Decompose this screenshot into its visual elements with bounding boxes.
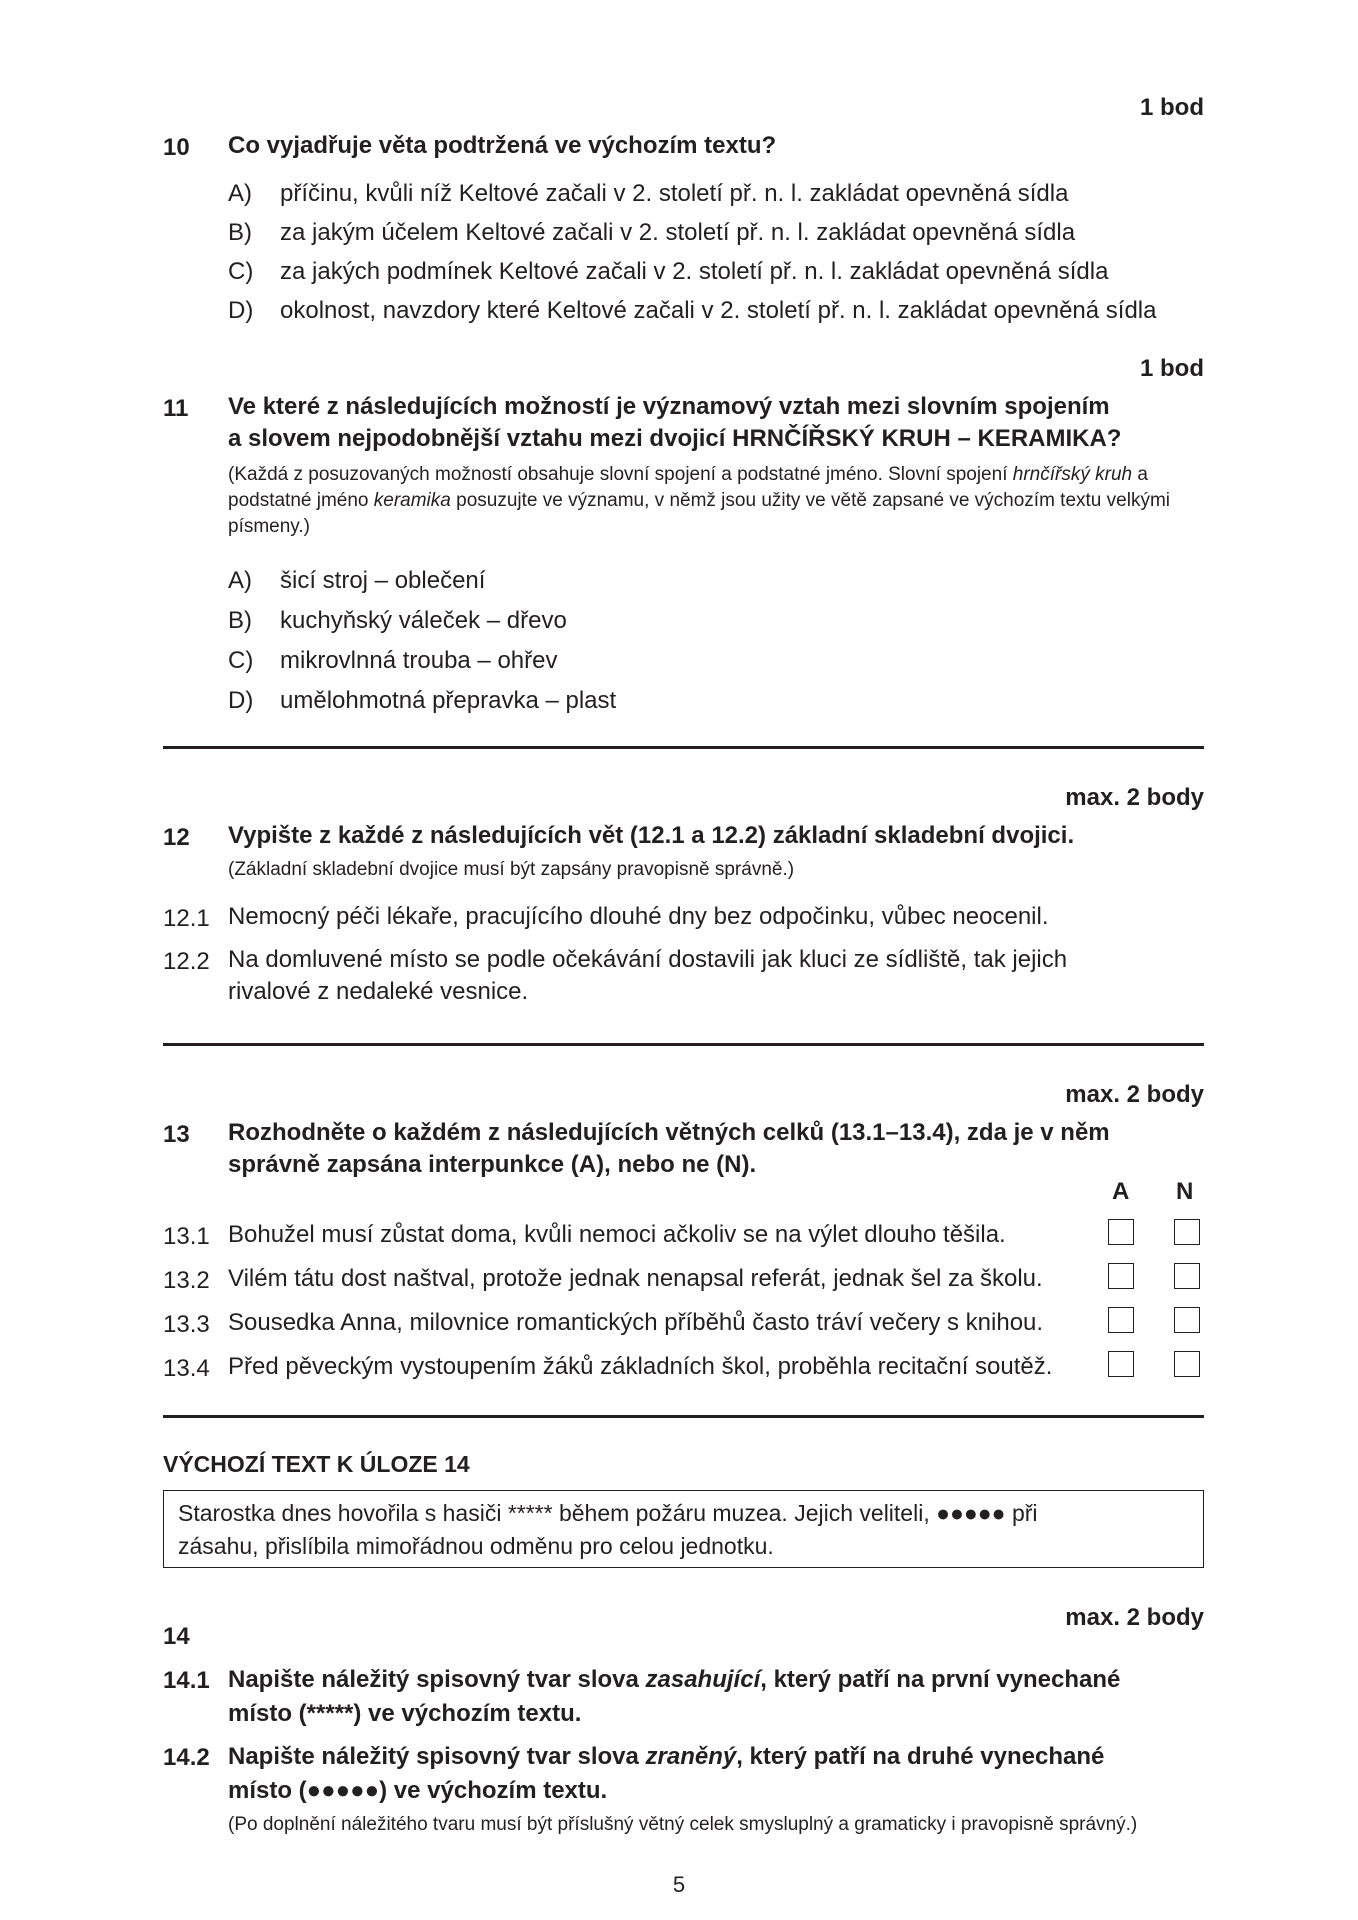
q13-question-line1: Rozhodněte o každém z následujících větných celků (13.1–13.4), zda je v něm (228, 1119, 1110, 1146)
q12-item-text: Na domluvené místo se podle očekávání dostavili jak kluci ze sídliště, tak jejich rivalové z nedaleké vesnice. (228, 946, 1068, 1005)
q10-option-a-letter: A) (228, 180, 252, 207)
q11-question-line2: a slovem nejpodobnější vztahu mezi dvojicí HRNČÍŘSKÝ KRUH – KERAMIKA? (228, 425, 1122, 452)
q13-item-text: Sousedka Anna, milovnice romantických příběhů často tráví večery s knihou. (228, 1309, 1044, 1336)
q13-number: 13 (163, 1121, 190, 1148)
q12-note: (Základní skladební dvojice musí být zapsány pravopisně správně.) (228, 859, 795, 880)
q10-option-a-text: příčinu, kvůli níž Keltové začali v 2. století př. n. l. zakládat opevněná sídla (280, 180, 1069, 207)
q11-option-a-text: šicí stroj – oblečení (280, 567, 486, 594)
q11-option-d-letter: D) (228, 687, 254, 714)
q13-item-number: 13.3 (163, 1311, 210, 1338)
q10-option-d-letter: D) (228, 297, 254, 324)
page-number: 5 (672, 1872, 686, 1897)
q13-item-number: 13.1 (163, 1223, 210, 1250)
column-header-n: N (1176, 1178, 1194, 1205)
q14-sub1-number: 14.1 (163, 1667, 210, 1694)
source-text-line1: Starostka dnes hovořila s hasiči ***** během požáru muzea. Jejich veliteli, ●●●●● při (178, 1500, 1038, 1526)
checkbox-n[interactable] (1174, 1307, 1200, 1333)
q13-item-number: 13.2 (163, 1267, 210, 1294)
q10-question: Co vyjadřuje věta podtržená ve výchozím textu? (228, 132, 777, 159)
q11-option-b-letter: B) (228, 607, 252, 634)
section-divider (163, 1043, 1204, 1046)
q10-option-d-text: okolnost, navzdory které Keltové začali v 2. století př. n. l. zakládat opevněná sídla (280, 297, 1157, 324)
q14-note: (Po doplnění náležitého tvaru musí být příslušný větný celek smysluplný a gramaticky i pravopisně správný.) (228, 1814, 1138, 1835)
q13-item-text: Vilém tátu dost naštval, protože jednak nenapsal referát, jednak šel za školu. (228, 1265, 1043, 1292)
q11-option-a-letter: A) (228, 567, 252, 594)
q14-sub2-text: Napište náležitý spisovný tvar slova zraněný, který patří na druhé vynechané místo (●●●●●) ve výchozím textu. (228, 1743, 1105, 1804)
source-text-heading: VÝCHOZÍ TEXT K ÚLOZE 14 (163, 1451, 470, 1477)
column-header-a: A (1112, 1178, 1130, 1205)
q13-item-number: 13.4 (163, 1355, 210, 1382)
q10-option-c-text: za jakých podmínek Keltové začali v 2. století př. n. l. zakládat opevněná sídla (280, 258, 1109, 285)
q10-number: 10 (163, 134, 190, 161)
q12-points: max. 2 body (1065, 784, 1204, 811)
q12-item-text: Nemocný péči lékaře, pracujícího dlouhé dny bez odpočinku, vůbec neocenil. (228, 903, 1049, 930)
q14-number: 14 (163, 1623, 190, 1650)
checkbox-n[interactable] (1174, 1263, 1200, 1289)
q11-number: 11 (163, 395, 189, 422)
q11-note: (Každá z posuzovaných možností obsahuje slovní spojení a podstatné jméno. Slovní spojení hrnčířský kruh a podstatné jméno keramika posuzujte ve významu, v němž jsou užity ve větě zapsané ve výchozím textu velkými písmeny.) (228, 464, 1170, 537)
checkbox-a[interactable] (1108, 1219, 1134, 1245)
section-divider (163, 746, 1204, 749)
q12-item-number: 12.2 (163, 948, 210, 975)
q10-option-b-text: za jakým účelem Keltové začali v 2. století př. n. l. zakládat opevněná sídla (280, 219, 1076, 246)
q10-points: 1 bod (1140, 94, 1204, 121)
q14-sub2-number: 14.2 (163, 1744, 210, 1771)
q13-question-line2: správně zapsána interpunkce (A), nebo ne (N). (228, 1151, 757, 1178)
q11-option-c-text: mikrovlnná trouba – ohřev (280, 647, 558, 674)
q11-option-b-text: kuchyňský váleček – dřevo (280, 607, 567, 634)
q11-option-d-text: umělohmotná přepravka – plast (280, 687, 617, 714)
section-divider (163, 1415, 1204, 1418)
q12-number: 12 (163, 824, 190, 851)
q13-item-text: Bohužel musí zůstat doma, kvůli nemoci ačkoliv se na výlet dlouho těšila. (228, 1221, 1006, 1248)
q11-points: 1 bod (1140, 355, 1204, 382)
q14-sub1-text: Napište náležitý spisovný tvar slova zasahující, který patří na první vynechané místo (*****) ve výchozím textu. (228, 1666, 1121, 1727)
q11-question (228, 391, 1188, 455)
checkbox-n[interactable] (1174, 1351, 1200, 1377)
q10-option-c-letter: C) (228, 258, 254, 285)
q14-points: max. 2 body (1065, 1604, 1204, 1631)
q13-points: max. 2 body (1065, 1081, 1204, 1108)
q11-option-c-letter: C) (228, 647, 254, 674)
checkbox-a[interactable] (1108, 1307, 1134, 1333)
checkbox-n[interactable] (1174, 1219, 1200, 1245)
q13-item-text: Před pěveckým vystoupením žáků základních škol, proběhla recitační soutěž. (228, 1353, 1053, 1380)
checkbox-a[interactable] (1108, 1263, 1134, 1289)
q12-item-number: 12.1 (163, 905, 210, 932)
q10-option-b-letter: B) (228, 219, 252, 246)
q13-question (228, 1117, 1188, 1181)
q12-question: Vypište z každé z následujících vět (12.1 a 12.2) základní skladební dvojici. (228, 822, 1075, 849)
checkbox-a[interactable] (1108, 1351, 1134, 1377)
source-text-line2: zásahu, přislíbila mimořádnou odměnu pro celou jednotku. (178, 1533, 774, 1559)
q11-question-line1: Ve které z následujících možností je významový vztah mezi slovním spojením (228, 393, 1110, 420)
source-text-box (163, 1490, 1204, 1568)
